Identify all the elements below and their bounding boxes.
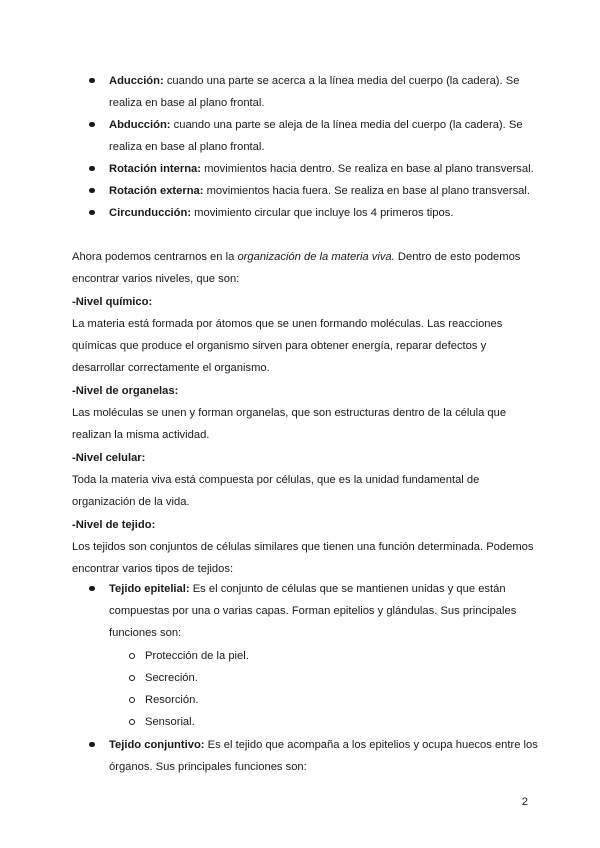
term: Abducción: [109,119,171,131]
section-heading: -Nivel de organelas: [72,384,179,397]
emphasis: organización de la materia viva. [237,251,395,263]
movement-list [0,70,600,224]
term: Circunducción: [109,207,192,219]
intro-line: encontrar varios niveles, que son: [72,273,240,286]
paragraph-line: organización de la vida. [72,496,190,509]
list-item: Secreción. [0,667,600,689]
definition-line: Es el tejido que acompaña a los epitelios y ocupa huecos entre los [207,739,538,751]
definition-line: cuando una parte se acerca a la línea media del cuerpo (la cadera). Se [166,75,520,87]
paragraph-line: La materia está formada por átomos que se unen formando moléculas. Las reacciones [72,317,503,330]
term: Rotación externa: [109,185,204,197]
tissue-list [0,734,600,778]
section-heading: -Nivel de tejido: [72,518,156,531]
paragraph-line: químicas que produce el organismo sirven para obtener energía, reparar defectos y [72,340,487,353]
definition-line: realiza en base al plano frontal. [109,97,265,109]
list-item [0,70,600,114]
term: Tejido epitelial: [109,583,190,595]
paragraph-line: realizan la misma actividad. [72,429,210,442]
list-item [0,158,600,180]
definition-line: compuestas por una o varias capas. Forman epitelios y glándulas. Sus principales [109,605,517,617]
definition-line: movimiento circular que incluye los 4 primeros tipos. [194,207,454,219]
list-item: Resorción. [0,689,600,711]
section-heading: -Nivel celular: [72,451,146,464]
section-heading: -Nivel químico: [72,295,153,308]
term: Tejido conjuntivo: [109,739,205,751]
function-list [0,645,600,733]
definition-line: cuando una parte se aleja de la línea media del cuerpo (la cadera). Se [173,119,523,131]
body-text [72,246,532,580]
list-item [0,734,600,778]
list-item [0,180,600,202]
page-number: 2 [521,796,528,808]
term: Rotación interna: [109,163,201,175]
paragraph-line: Toda la materia viva está compuesta por células, que es la unidad fundamental de [72,473,480,486]
definition-line: órganos. Sus principales funciones son: [109,761,307,773]
list-item [0,114,600,158]
definition-line: Es el conjunto de células que se mantienen unidas y que están [192,583,506,595]
list-item: Protección de la piel. [0,645,600,667]
list-item [0,202,600,224]
definition-line: realiza en base al plano frontal. [109,141,265,153]
list-item [0,578,600,644]
paragraph-line: Las moléculas se unen y forman organelas, que son estructuras dentro de la célula que [72,407,507,420]
term: Aducción: [109,75,164,87]
paragraph-line: desarrollar correctamente el organismo. [72,362,270,375]
tissue-list [0,578,600,644]
paragraph-line: encontrar varios tipos de tejidos: [72,563,234,576]
definition-line: funciones son: [109,627,182,639]
intro-line: Ahora podemos centrarnos en la organización de la materia viva. Dentro de esto podemos [72,251,521,263]
definition-line: movimientos hacia dentro. Se realiza en base al plano transversal. [204,163,534,175]
paragraph-line: Los tejidos son conjuntos de células similares que tienen una función determinada. Podemos [72,540,534,553]
list-item: Sensorial. [0,711,600,733]
definition-line: movimientos hacia fuera. Se realiza en base al plano transversal. [206,185,530,197]
